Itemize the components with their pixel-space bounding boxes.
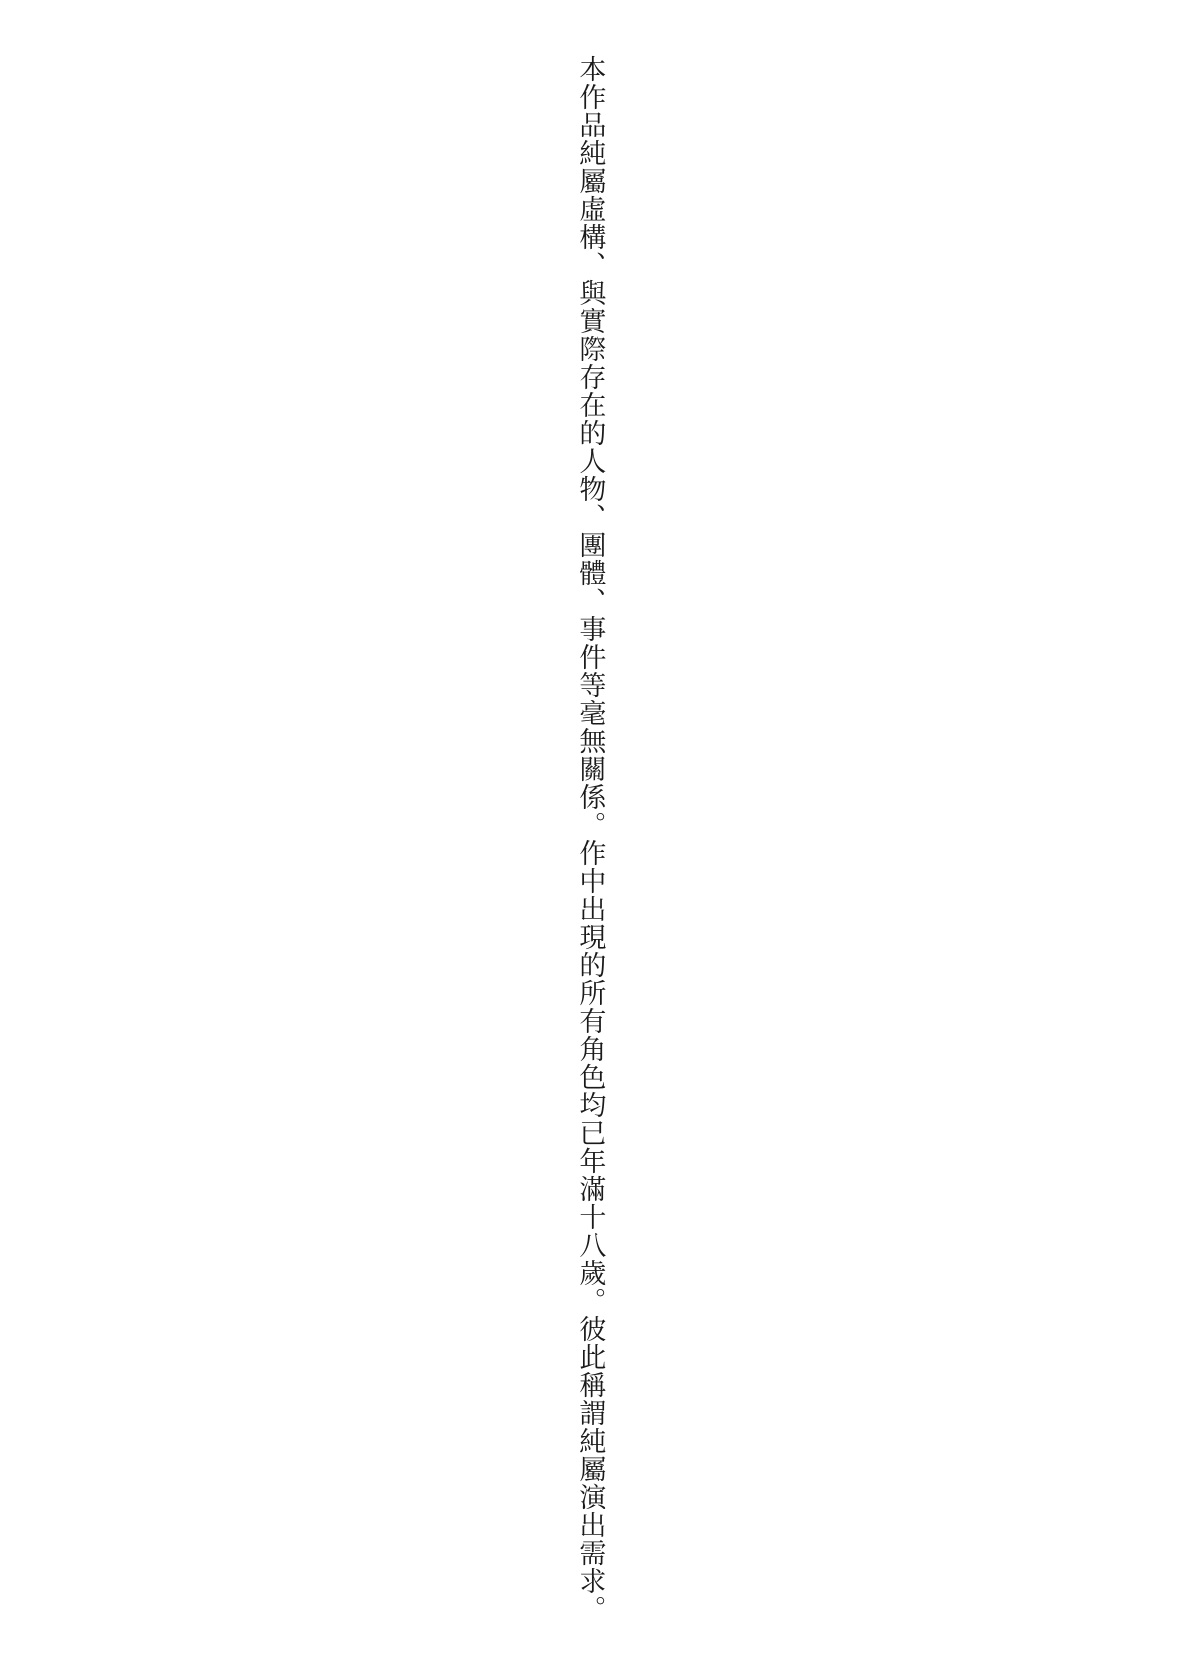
disclaimer-vertical-text: 本作品純屬虛構、與實際存在的人物、團體、事件等毫無關係。作中出現的所有角色均已年滿十八歲。彼此稱謂純屬演出需求。 bbox=[575, 55, 606, 1623]
